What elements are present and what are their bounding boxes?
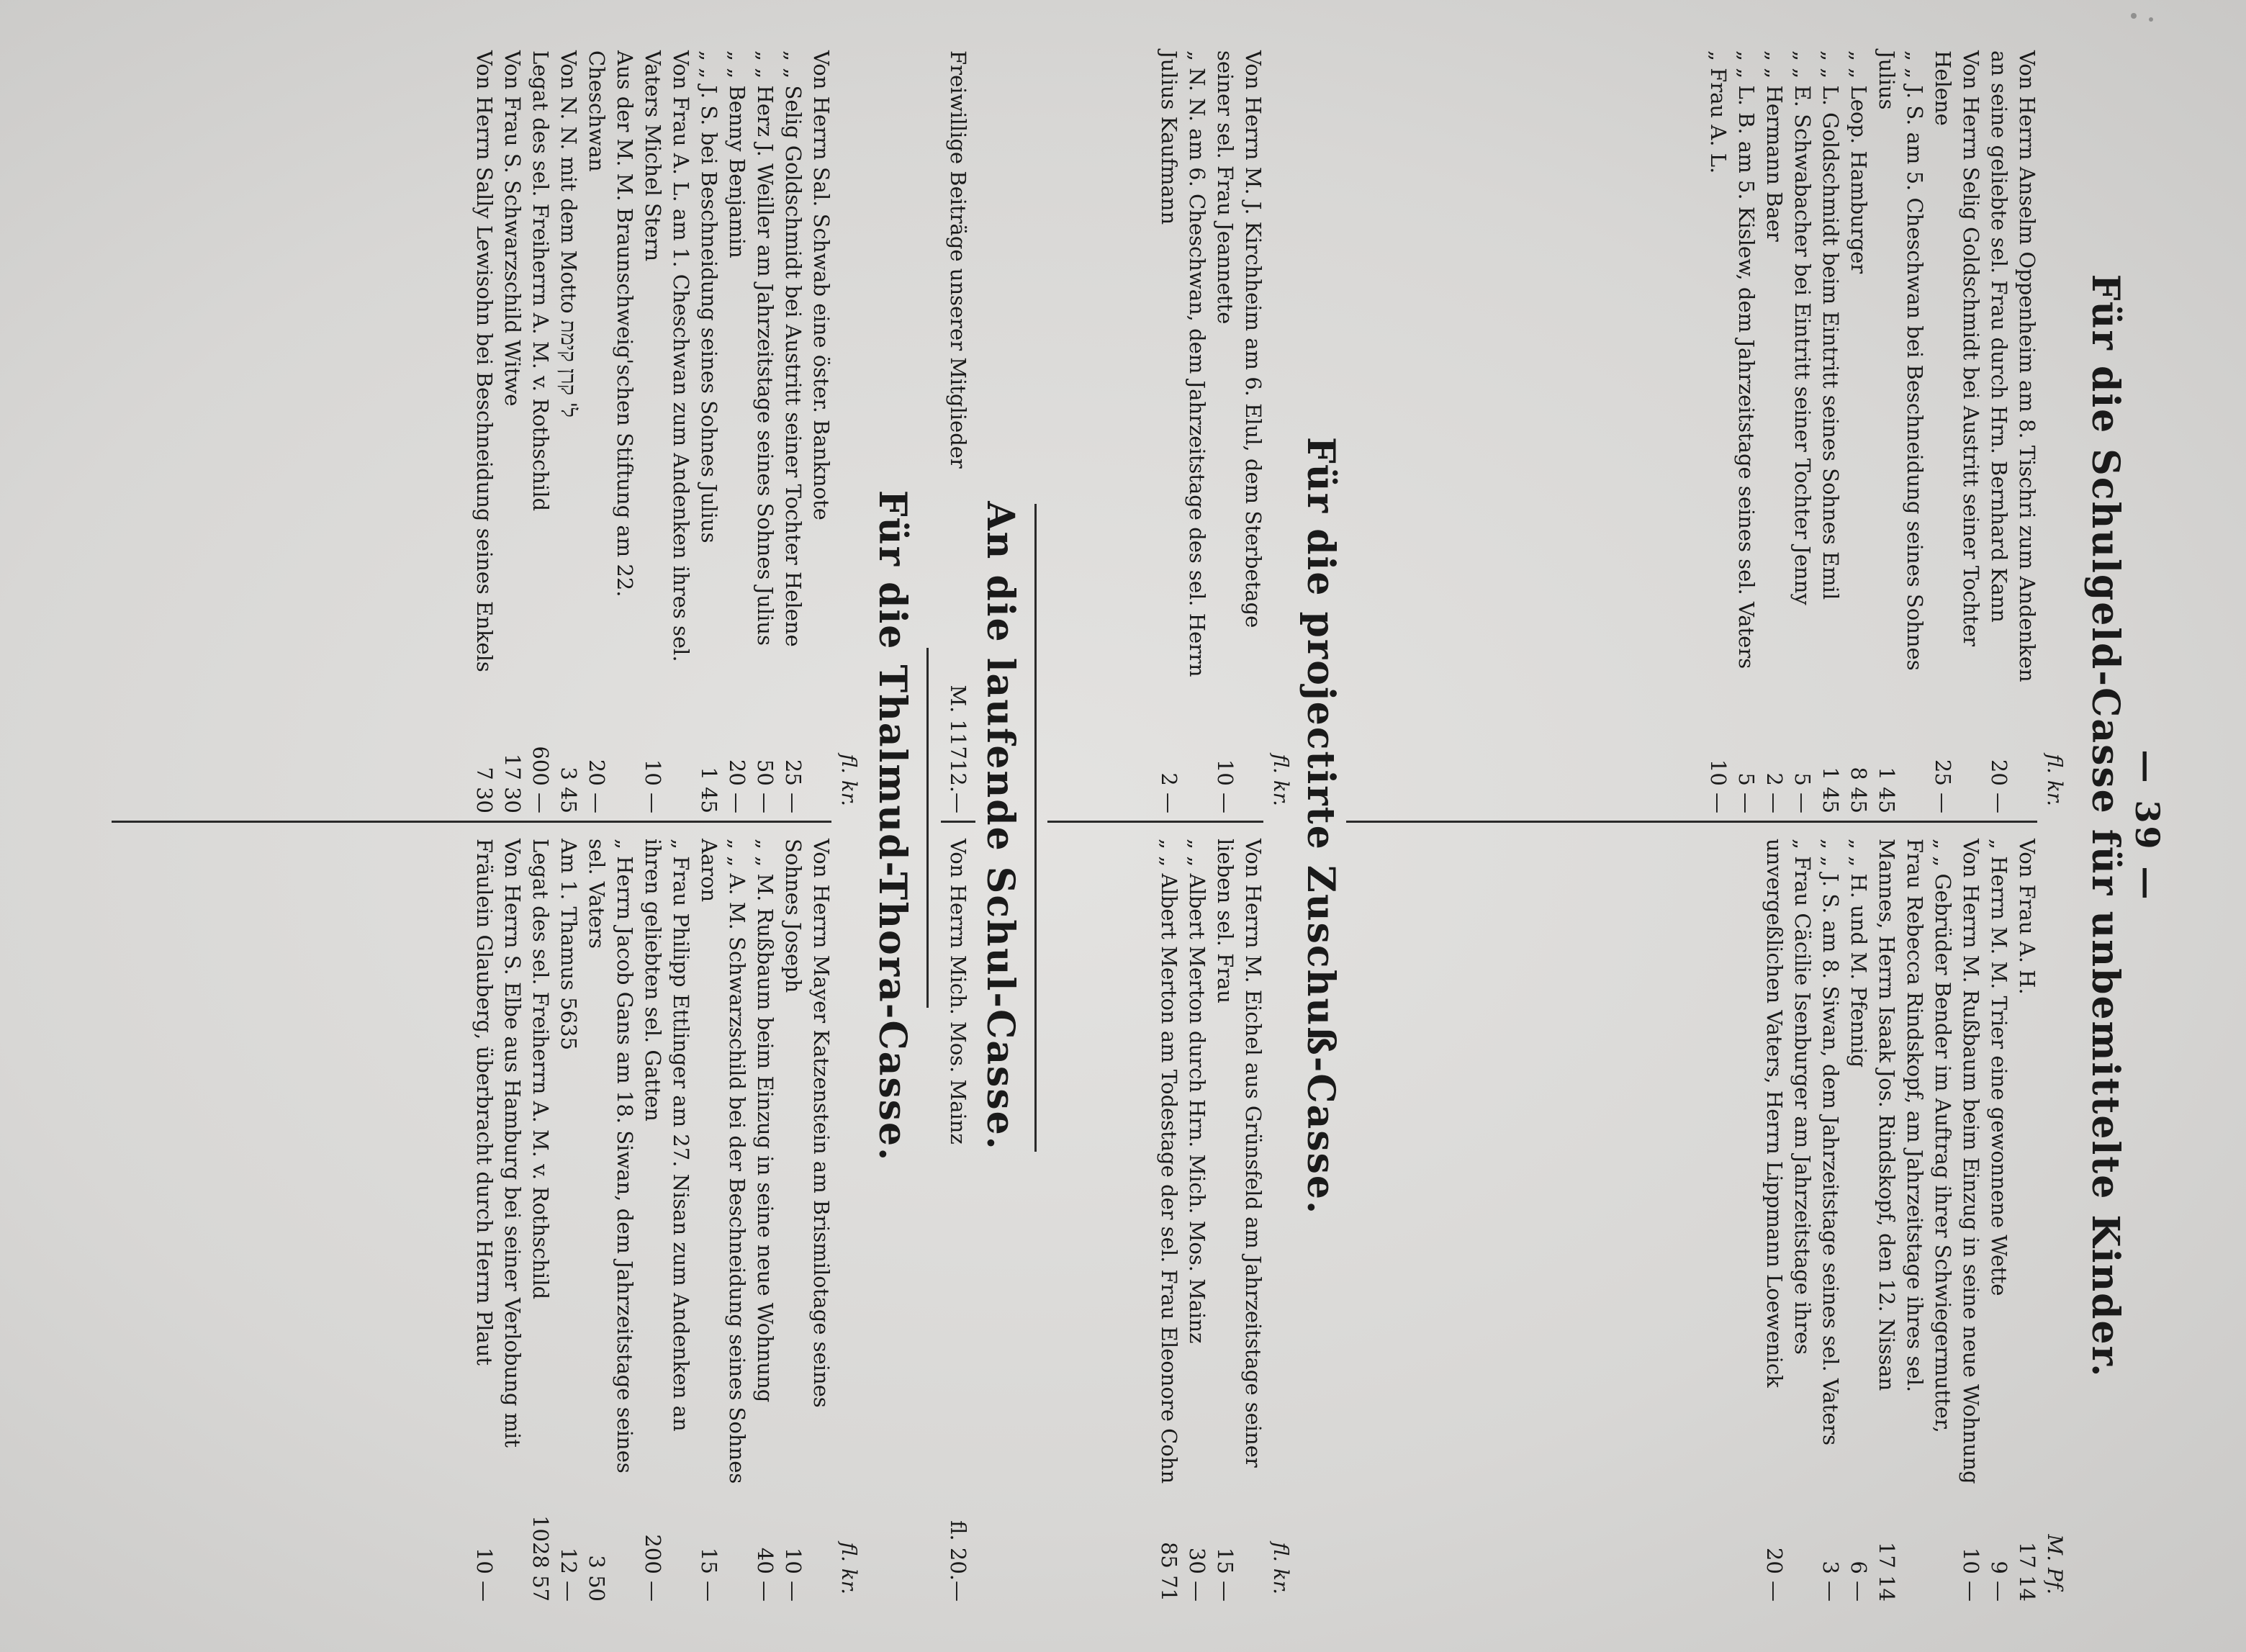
schulgeld-left-list <box>1704 50 2041 813</box>
zuschuss-left-list <box>1155 50 1267 813</box>
ledger-entry <box>498 50 526 813</box>
ledger-entry <box>1760 50 1788 813</box>
heading-laufende: An die laufende Schul-Casse. <box>978 501 1022 1151</box>
entry-amount: 7 30 <box>472 767 497 813</box>
entry-amount: 2 — <box>1762 772 1787 813</box>
entry-amount: 20 — <box>585 759 609 813</box>
ledger-entry <box>1985 839 2013 1602</box>
ledger-entry <box>1788 50 1816 813</box>
talmud-right-column <box>470 839 864 1602</box>
ledger-entry <box>1929 50 1985 813</box>
entry-amount: 2 — <box>1157 772 1181 813</box>
ledger-entry <box>1844 50 1872 813</box>
entry-amount: 20 — <box>1762 1547 1787 1602</box>
heading-talmud: Für die Thalmud-Thora-Casse. <box>870 489 914 1163</box>
entry-amount: 40 — <box>753 1547 777 1602</box>
entry-amount: 85 71 <box>1157 1541 1181 1602</box>
entry-amount: 20 — <box>725 759 749 813</box>
unit-header: fl. kr. <box>1269 1542 1294 1594</box>
schulgeld-left-column <box>1704 50 2070 813</box>
entry-text: Legat des sel. Freiherrn A. M. v. Rothschild <box>528 50 553 512</box>
ledger-entry <box>554 50 582 813</box>
section-rule <box>1034 504 1037 1152</box>
entry-text: Von Frau S. Schwarzschild Witwe <box>500 50 525 407</box>
ledger-entry <box>1155 50 1211 813</box>
entry-amount: 30 — <box>1185 1547 1209 1602</box>
ledger-entry <box>1183 839 1211 1602</box>
entry-amount: 10 — <box>472 1547 497 1602</box>
entry-amount: M. 11712.— <box>946 685 970 813</box>
entry-amount: 200 — <box>641 1534 665 1602</box>
ledger-entry <box>2013 839 2041 1602</box>
ledger-entry <box>639 50 695 813</box>
heading-schulgeld: Für die Schulgeld-Casse für unbemittelte Kinder. <box>2083 274 2127 1378</box>
entry-text: „ „ L. B. am 5. Kislew, dem Jahrzeitstage seines sel. Vaters <box>1734 50 1759 669</box>
laufende-right-column <box>944 839 972 1602</box>
ledger-entry <box>470 839 526 1602</box>
entry-amount: 1 45 <box>697 767 721 813</box>
entry-amount: 10 — <box>1213 759 1237 813</box>
section-rule <box>926 648 929 1008</box>
entry-amount: 12 — <box>556 1547 581 1602</box>
ledger-entry <box>695 50 723 813</box>
talmud-left-column <box>470 50 864 813</box>
entry-text: „ Herrn M. M. Trier eine gewonnene Wette <box>1987 839 2011 1296</box>
entry-amount: 10 — <box>781 1547 806 1602</box>
entry-amount: 15 — <box>1213 1547 1237 1602</box>
entry-text: „ Frau Cäcilie Isenburger am Jahrzeitstage ihres unvergeßlichen Vaters, Herrn Lippmann Loewenick <box>1762 839 1815 1388</box>
ledger-entry <box>1760 839 1816 1602</box>
entry-amount: 10 — <box>1706 759 1731 813</box>
entry-text: Von Herrn Sally Lewisohn bei Beschneidung seines Enkels <box>472 50 497 672</box>
entry-text: „ „ L. Goldschmidt beim Eintritt seines Sohnes Emil <box>1818 50 1843 600</box>
ledger-entry <box>1155 839 1183 1602</box>
ledger-entry <box>807 50 835 813</box>
entry-text: Am 1. Thamus 5635 <box>556 839 581 1050</box>
ledger-entry <box>470 50 498 813</box>
entry-amount: 20 — <box>1987 759 2011 813</box>
entry-text: „ „ Albert Merton durch Hrn. Mich. Mos. Mainz <box>1185 839 1209 1344</box>
ledger-entry <box>639 839 695 1602</box>
entry-amount: fl. 20.— <box>946 1520 970 1602</box>
entry-text: Von Herrn M. Rußbaum beim Einzug in seine neue Wohnung <box>1959 839 1983 1484</box>
entry-amount: 25 — <box>781 759 806 813</box>
ledger-entry <box>723 50 751 813</box>
column-divider <box>1346 821 2037 823</box>
laufende-entry <box>944 839 972 1602</box>
entry-amount: 1 45 <box>1875 767 1899 813</box>
entry-text: „ Frau A. L. <box>1706 50 1731 174</box>
ledger-entry <box>1211 50 1267 813</box>
ledger-entry <box>1844 839 1872 1602</box>
entry-text: „ Frau Philipp Ettlinger am 27. Nisan zum Andenken an ihren geliebten sel. Gatten <box>641 839 693 1432</box>
column-divider <box>1047 821 1263 823</box>
ledger-entry <box>526 839 554 1602</box>
page-number: — 39 — <box>2128 749 2167 903</box>
unit-header: fl. kr. <box>837 1542 862 1594</box>
entry-text: Aus der M. M. Braunschweig'schen Stiftung am 22. Cheschwan <box>585 50 637 597</box>
entry-text: „ „ H. und M. Pfennig <box>1846 839 1871 1068</box>
ledger-entry <box>751 50 779 813</box>
entry-amount: 1028 57 <box>528 1515 553 1602</box>
zuschuss-right-list <box>1155 839 1267 1602</box>
unit-header: fl. kr. <box>2043 754 2067 806</box>
entry-text: Von Herrn Selig Goldschmidt bei Austritt seiner Tochter Helene <box>1931 50 1983 646</box>
entry-text: Von Herrn Anselm Oppenheim am 8. Tischri zum Andenken an seine geliebte sel. Frau durch Hrn. Bernhard Kann <box>1987 50 2039 682</box>
talmud-left-list <box>470 50 835 813</box>
entry-text: „ Herrn Jacob Gans am 18. Siwan, dem Jahrzeitstage seines sel. Vaters <box>585 839 637 1473</box>
ledger-entry <box>751 839 779 1602</box>
entry-amount: 15 — <box>697 1547 721 1602</box>
entry-text: Von Herrn M. J. Kirchheim am 6. Elul, dem Sterbetage seiner sel. Frau Jeannette <box>1213 50 1266 628</box>
ledger-entry <box>582 839 639 1602</box>
column-divider <box>941 821 975 823</box>
entry-amount: 3 45 <box>556 767 581 813</box>
ledger-entry <box>1957 839 1985 1602</box>
column-divider <box>112 821 831 823</box>
entry-amount: 10 — <box>1959 1547 1983 1602</box>
entry-text: „ „ M. Rußbaum beim Einzug in seine neue Wohnung <box>753 839 777 1403</box>
zuschuss-left-column <box>1155 50 1296 813</box>
entry-text: „ „ J. S. bei Beschneidung seines Sohnes Julius <box>697 50 721 543</box>
entry-text: „ N. N. am 6. Cheschwan, dem Jahrzeitstage des sel. Herrn Julius Kaufmann <box>1157 50 1209 677</box>
ledger-entry <box>1211 839 1267 1602</box>
entry-amount: 5 — <box>1790 772 1815 813</box>
entry-text: „ „ Hermann Baer <box>1762 50 1787 242</box>
ledger-entry <box>1985 50 2041 813</box>
entry-text: „ „ Selig Goldschmidt bei Austritt seiner Tochter Helene <box>781 50 806 647</box>
ledger-entry <box>1816 839 1844 1602</box>
entry-text: „ „ Leop. Hamburger <box>1846 50 1871 274</box>
laufende-left-column <box>944 50 972 813</box>
entry-amount: 3 — <box>1818 1561 1843 1602</box>
ledger-entry <box>779 50 807 813</box>
unit-header: fl. kr. <box>837 754 862 806</box>
entry-amount: 9 — <box>1987 1561 2011 1602</box>
talmud-right-list <box>470 839 835 1602</box>
entry-text: Von Frau A. L. am 1. Cheschwan zum Andenken ihres sel. Vaters Michel Stern <box>641 50 693 662</box>
entry-text: Von Herrn Mich. Mos. Mainz <box>946 839 970 1145</box>
ledger-entry <box>1704 50 1732 813</box>
unit-header: M. Pf. <box>2043 1534 2067 1594</box>
heading-zuschuss: Für die projectirte Zuschuß-Casse. <box>1299 436 1343 1216</box>
laufende-entry <box>944 50 972 813</box>
schulgeld-right-column <box>1760 839 2070 1602</box>
entry-amount: 3 50 <box>585 1555 609 1602</box>
entry-amount: 10 — <box>641 759 665 813</box>
entry-amount: 50 — <box>753 759 777 813</box>
ledger-entry <box>1872 50 1929 813</box>
ledger-entry <box>554 839 582 1602</box>
entry-text: Freiwillige Beiträge unserer Mitglieder <box>946 50 970 469</box>
entry-amount: 17 14 <box>2015 1541 2039 1602</box>
zuschuss-right-column <box>1155 839 1296 1602</box>
entry-text: Legat des sel. Freiherrn A. M. v. Rothschild <box>528 839 553 1300</box>
entry-text: „ „ Gebrüder Bender im Auftrag ihrer Schwiegermutter, Frau Rebecca Rindskopf, am Jahrzeitstage ihres sel. Mannes, Herrn Isaak Jos. Rindskopf, den 12. Nissan <box>1875 839 1955 1433</box>
entry-text: „ „ Herz J. Weiller am Jahrzeitstage seines Sohnes Julius <box>753 50 777 646</box>
ledger-entry <box>1816 50 1844 813</box>
entry-amount: 8 45 <box>1846 767 1871 813</box>
entry-text: „ „ J. S. am 8. Siwan, dem Jahrzeitstage seines sel. Vaters <box>1818 839 1843 1446</box>
entry-text: „ „ E. Schwabacher bei Eintritt seiner Tochter Jenny <box>1790 50 1815 605</box>
entry-amount: 600 — <box>528 746 553 813</box>
entry-text: „ „ Albert Merton am Todestage der sel. Frau Eleonore Cohn <box>1157 839 1181 1484</box>
entry-text: „ „ J. S. am 5. Cheschwan bei Beschneidung seines Sohnes Julius <box>1875 50 1927 671</box>
entry-amount: 17 30 <box>500 753 525 813</box>
entry-text: „ „ A. M. Schwarzschild bei der Beschneidung seines Sohnes Aaron <box>697 839 749 1484</box>
entry-text: Von Frau A. H. <box>2015 839 2039 995</box>
entry-amount: 5 — <box>1734 772 1759 813</box>
unit-header: fl. kr. <box>1269 754 1294 806</box>
entry-text: Von Herrn M. Eichel aus Grünsfeld am Jahrzeitstage seiner lieben sel. Frau <box>1213 839 1266 1468</box>
entry-amount: 1 45 <box>1818 767 1843 813</box>
entry-text: „ „ Benny Benjamin <box>725 50 749 258</box>
schulgeld-right-list <box>1760 839 2041 1602</box>
ledger-entry <box>582 50 639 813</box>
entry-text: Von N. N. mit dem Motto ל' קרן קימת <box>556 50 581 417</box>
entry-amount: 25 — <box>1931 759 1955 813</box>
entry-amount: 6 — <box>1846 1561 1871 1602</box>
ledger-entry <box>526 50 554 813</box>
entry-text: Von Herrn Mayer Katzenstein am Brismilotage seines Sohnes Joseph <box>781 839 834 1408</box>
ledger-entry <box>779 839 835 1602</box>
ledger-entry <box>695 839 751 1602</box>
entry-text: Von Herrn S. Elbe aus Hamburg bei seiner Verlobung mit Fräulein Glauberg, überbracht durch Herrn Plaut <box>472 839 525 1448</box>
ledger-entry <box>1732 50 1760 813</box>
entry-text: Von Herrn Sal. Schwab eine öster. Banknote <box>809 50 834 520</box>
ledger-entry <box>1872 839 1957 1602</box>
entry-amount: 17 14 <box>1875 1541 1899 1602</box>
